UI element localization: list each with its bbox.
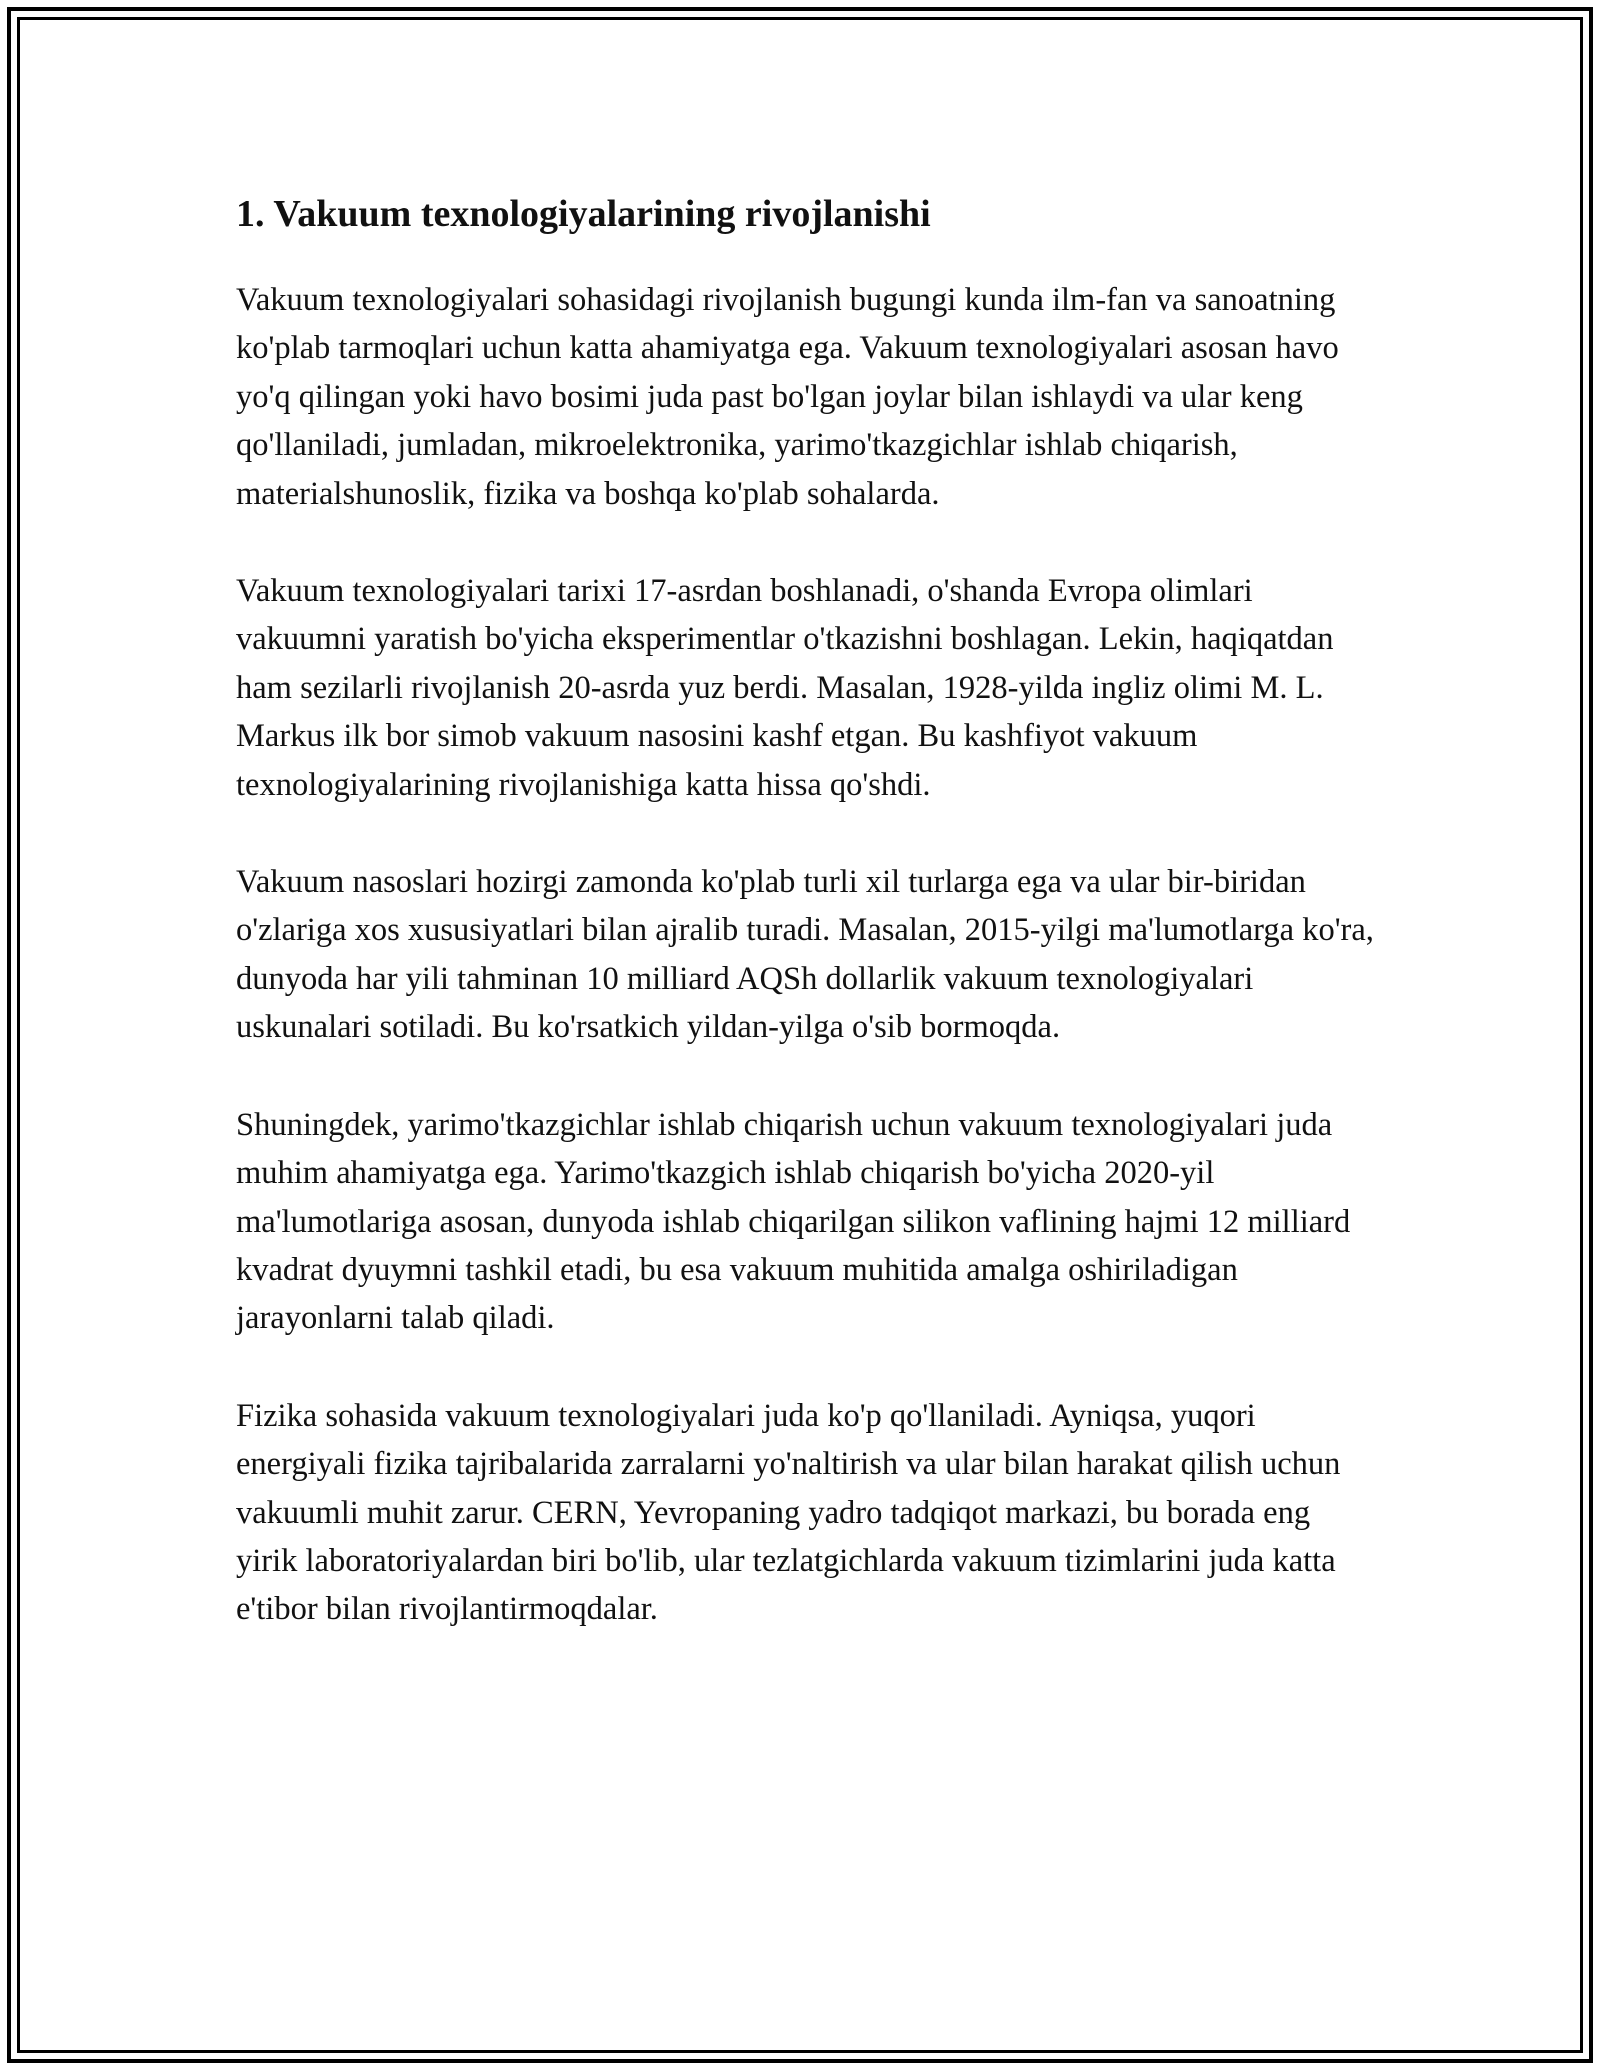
section-title: 1. Vakuum texnologiyalarining rivojlanishi: [236, 193, 931, 235]
paragraph-3: Vakuum nasoslari hozirgi zamonda ko'plab turli xil turlarga ega va ular bir-biridan o'zlariga xos xususiyatlari bilan ajralib turadi. Masalan, 2015-yilgi ma'lumotlarga ko'ra, dunyoda har yili tahminan 10 milliard AQSh dollarlik vakuum texnologiyalari uskunalari sotiladi. Bu ko'rsatkich yildan-yilga o'sib bormoqda.: [236, 864, 1374, 1046]
paragraph-1: Vakuum texnologiyalari sohasidagi rivojlanish bugungi kunda ilm-fan va sanoatning ko'plab tarmoqlari uchun katta ahamiyatga ega. Vakuum texnologiyalari asosan havo yo'q qilingan yoki havo bosimi juda past bo'lgan joylar bilan ishlaydi va ular keng qo'llaniladi, jumladan, mikroelektronika, yarimo'tkazgichlar ishlab chiqarish, materialshunoslik, fizika va boshqa ko'plab sohalarda.: [236, 282, 1339, 512]
paragraph-5: Fizika sohasida vakuum texnologiyalari juda ko'p qo'llaniladi. Ayniqsa, yuqori energiyali fizika tajribalarida zarralarni yo'naltirish va ular bilan harakat qilish uchun vakuumli muhit zarur. CERN, Yevropaning yadro tadqiqot markazi, bu borada eng yirik laboratoriyalardan biri bo'lib, ular tezlatgichlarda vakuum tizimlarini juda katta e'tibor bilan rivojlantirmoqdalar.: [236, 1397, 1341, 1628]
document-body: [236, 186, 1376, 1683]
paragraph-2: Vakuum texnologiyalari tarixi 17-asrdan boshlanadi, o'shanda Evropa olimlari vakuumni yaratish bo'yicha eksperimentlar o'tkazishni boshlagan. Lekin, haqiqatdan ham sezilarli rivojlanish 20-asrda yuz berdi. Masalan, 1928-yilda ingliz olimi M. L. Markus ilk bor simob vakuum nasosini kashf etgan. Bu kashfiyot vakuum texnologiyalarining rivojlanishiga katta hissa qo'shdi.: [236, 573, 1334, 803]
paragraph-4: Shuningdek, yarimo'tkazgichlar ishlab chiqarish uchun vakuum texnologiyalari juda muhim ahamiyatga ega. Yarimo'tkazgich ishlab chiqarish bo'yicha 2020-yil ma'lumotlariga asosan, dunyoda ishlab chiqarilgan silikon vaflining hajmi 12 milliard kvadrat dyuymni tashkil etadi, bu esa vakuum muhitida amalga oshiriladigan jarayonlarni talab qiladi.: [236, 1106, 1351, 1337]
